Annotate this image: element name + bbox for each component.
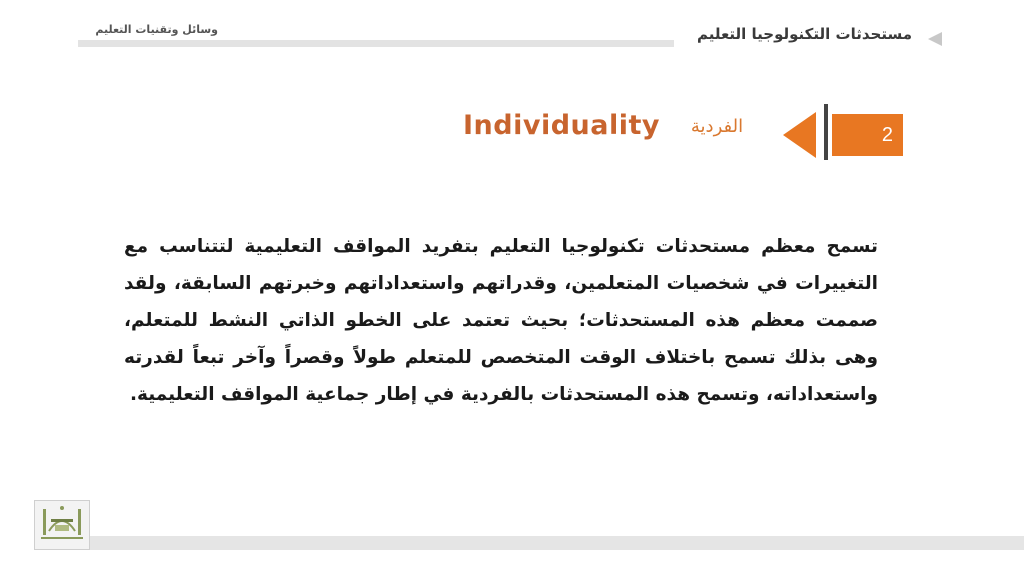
slide-number: 2 [881, 123, 893, 146]
slide-number-badge [832, 114, 903, 156]
university-logo [34, 500, 90, 550]
footer-bar [90, 536, 1024, 550]
slide-heading-arabic: الفردية [690, 116, 744, 137]
header-subtitle: وسائل وتقنيات التعليم [95, 23, 218, 36]
slide-heading-english: Individuality [463, 110, 660, 141]
header-arrow-icon [928, 32, 942, 46]
header-title: مستحدثات التكنولوجيا التعليم [696, 25, 912, 43]
heading-arrow-icon [783, 112, 816, 158]
heading-divider-line [824, 104, 828, 160]
university-logo-icon [35, 501, 89, 549]
header-divider-bar [78, 40, 674, 47]
body-paragraph: تسمح معظم مستحدثات تكنولوجيا التعليم بتفريد المواقف التعليمية لتتناسب مع التغييرات في شخصيات المتعلمين، وقدراتهم واستعداداتهم وخبرتهم السابقة، ولقد صممت معظم هذه المستحدثات؛ بحيث تعتمد على الخطو الذاتي النشط للمتعلم، وهى بذلك تسمح باختلاف الوقت المتخصص للمتعلم طولاً وقصراً وآخر تبعاً لقدرته واستعداداته، وتسمح هذه المستحدثات بالفردية في إطار جماعية المواقف التعليمية. [124, 236, 878, 405]
